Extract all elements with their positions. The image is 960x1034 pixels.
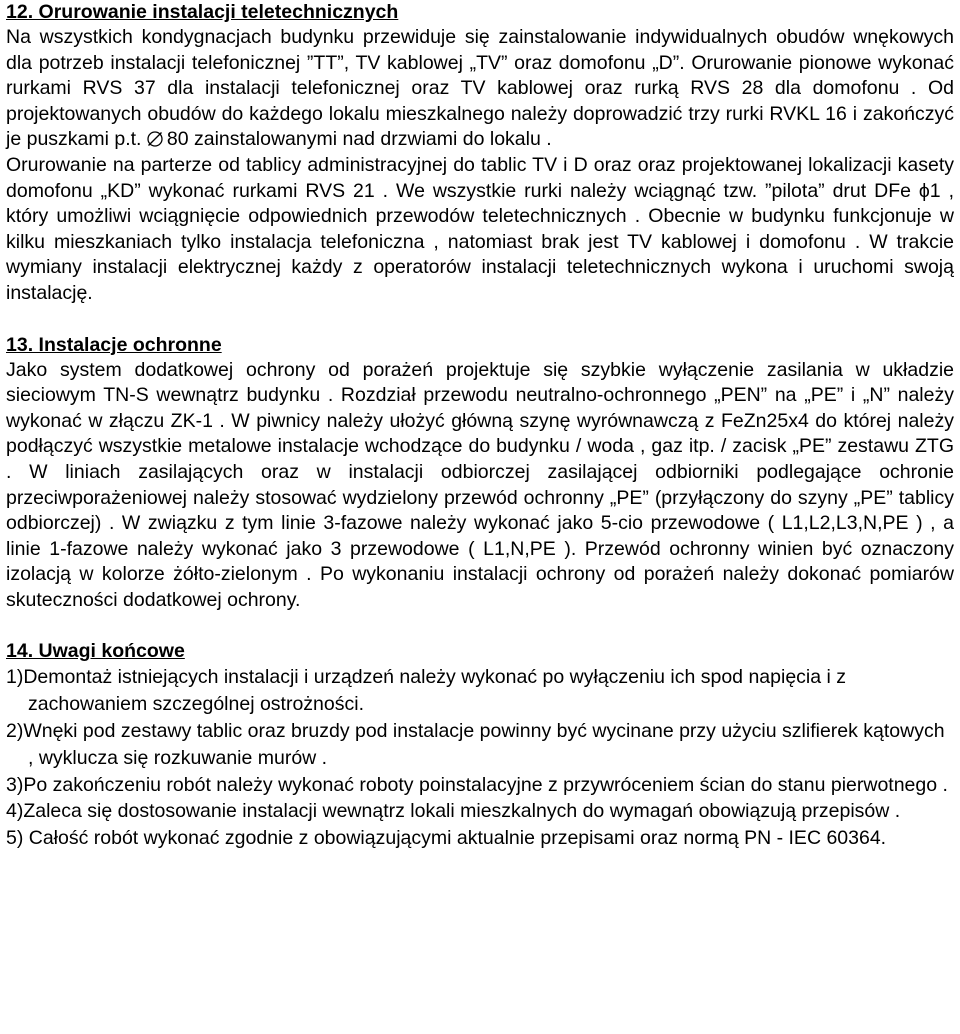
section-12-paragraph-2: Orurowanie na parterze od tablicy administracyjnej do tablic TV i D oraz oraz projektowanej lokalizacji kasety domofonu „KD” wykonać rurkami RVS 21 . We wszystkie rurki należy wciągnąć tzw. ”pilota” drut DFe ϕ1 , który umożliwi wciągnięcie odpowiednich przewodów teletechnicznych . Obecnie w budynku funkcjonuje w kilku mieszkaniach tylko instalacja telefoniczna , natomiast brak jest TV kablowej i domofonu . W trakcie wymiany instalacji elektrycznej każdy z operatorów instalacji teletechnicznych wykona i uruchomi swoją instalację. <box>6 153 954 304</box>
section-12 <box>6 0 954 307</box>
section-12-paragraph-1: Na wszystkich kondygnacjach budynku przewiduje się zainstalowanie indywidualnych obudów wnękowych dla potrzeb instalacji telefonicznej ”TT”, TV kablowej „TV” oraz domofonu „D”. Orurowanie pionowe wykonać rurkami RVS 37 dla instalacji telefonicznej oraz TV kablowej oraz rurką RVS 28 dla domofonu . Od projektowanych obudów do każdego lokalu mieszkalnego należy doprowadzić trzy rurki RVKL 16 i zakończyć je puszkami p.t. 80 zainstalowanymi nad drzwiami do lokalu . <box>6 26 954 151</box>
section-14-title: 14. Uwagi końcowe <box>6 640 185 663</box>
list-item: 4)Zaleca się dostosowanie instalacji wewnątrz lokali mieszkalnych do wymagań obowiązują przepisów . <box>6 800 901 823</box>
list-item: 5) Całość robót wykonać zgodnie z obowiązującymi aktualnie przepisami oraz normą PN - IEC 60364. <box>6 827 887 850</box>
diameter-icon <box>147 131 163 147</box>
section-13-title: 13. Instalacje ochronne <box>6 333 222 356</box>
section-12-title: 12. Orurowanie instalacji teletechnicznych <box>6 1 399 23</box>
list-item: 3)Po zakończeniu robót należy wykonać roboty poinstalacyjne z przywróceniem ścian do stanu pierwotnego . <box>6 773 948 796</box>
section-13-paragraph: Jako system dodatkowej ochrony od porażeń projektuje się szybkie wyłączenie zasilania w układzie sieciowym TN-S wewnątrz budynku . Rozdział przewodu neutralno-ochronnego „PEN” na „PE” i „N” należy wykonać w złączu ZK-1 . W piwnicy należy ułożyć główną szynę wyrównawczą z FeZn25x4 do której należy podłączyć wszystkie metalowe instalacje wchodzące do budynku / woda , gaz itp. / zacisk „PE” zestawu ZTG . W liniach zasilających oraz w instalacji odbiorczej zasilającej odbiorniki podlegające ochronie przeciwporażeniowej należy stosować wydzielony przewód ochronny „PE” (przyłączony do szyny „PE” tablicy odbiorczej) . W związku z tym linie 3-fazowe należy wykonać jako 5-cio przewodowe ( L1,L2,L3,N,PE ) , a linie 1-fazowe należy wykonać jako 3 przewodowe ( L1,N,PE ). Przewód ochronny winien być oznaczony izolacją w kolorze żółto-zielonym . Po wykonaniu instalacji ochrony od porażeń należy dokonać pomiarów skuteczności dodatkowej ochrony. <box>6 358 954 611</box>
remarks-list <box>6 664 954 852</box>
list-item: 2)Wnęki pod zestawy tablic oraz bruzdy pod instalacje powinny być wycinane przy użyciu szlifierek kątowych , wyklucza się rozkuwanie murów . <box>6 720 945 769</box>
list-item: 1)Demontaż istniejących instalacji i urządzeń należy wykonać po wyłączeniu ich spod napięcia i z zachowaniem szczególnej ostrożności. <box>6 666 847 716</box>
section-13 <box>6 333 954 614</box>
section-14 <box>6 639 954 852</box>
